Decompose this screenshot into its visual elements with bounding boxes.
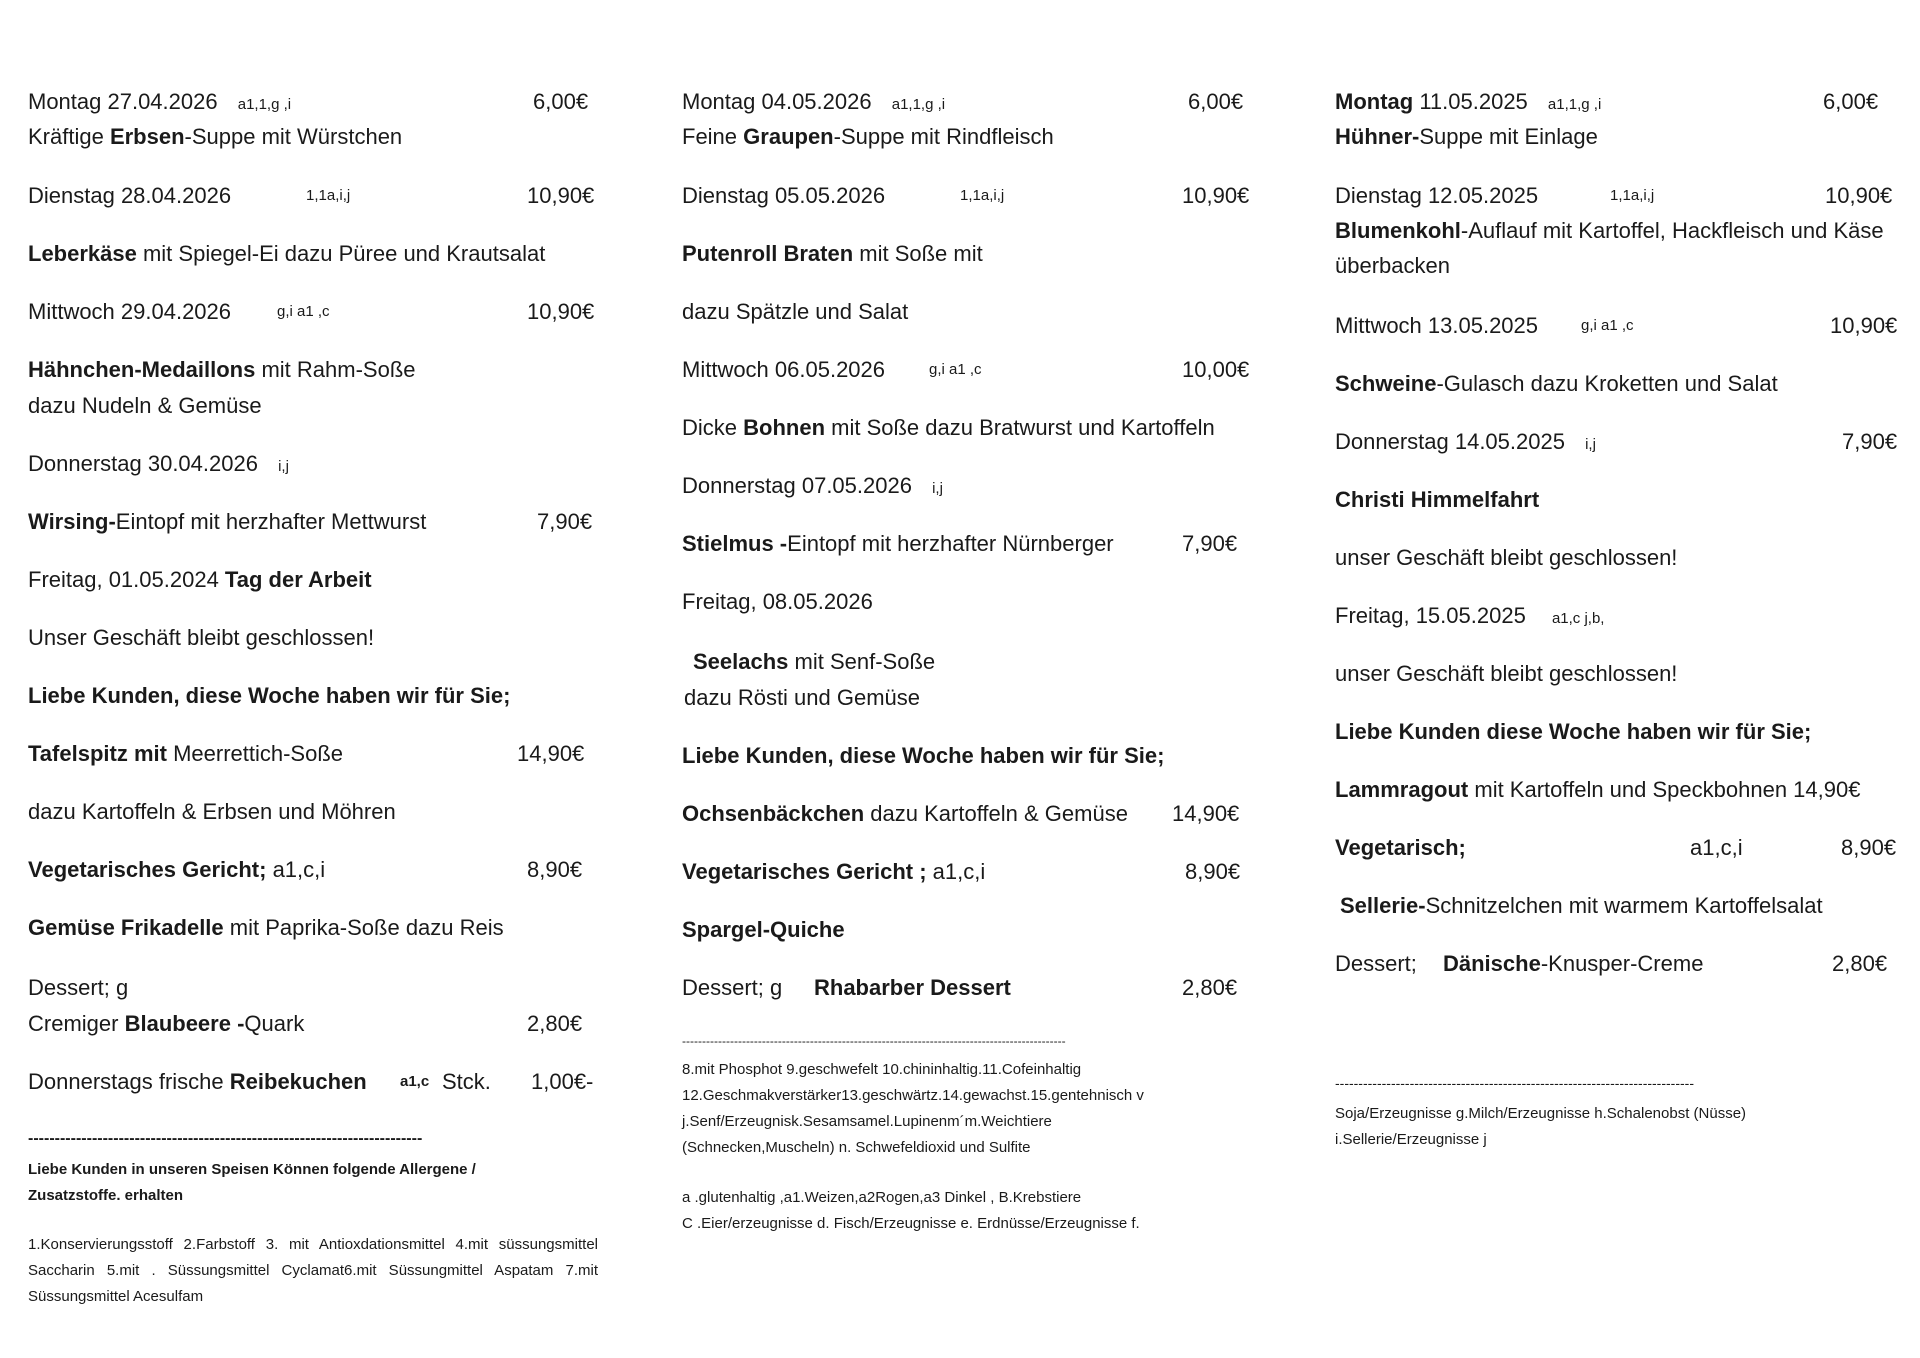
dessert-label: Dessert; g	[28, 975, 129, 1000]
price: 10,90€	[1830, 313, 1898, 338]
menu-week-1	[28, 0, 608, 1358]
vegetarian: Vegetarisches Gericht; a1,c,i 8,90€	[28, 857, 583, 882]
day-label: Freitag, 15.05.2025	[1335, 603, 1526, 628]
dish-thursday: Stielmus -Eintopf mit herzhafter Nürnberger 7,90€	[682, 531, 1238, 556]
allergen-codes: 1,1a,i,j	[306, 187, 351, 204]
day-tuesday	[1335, 182, 1893, 210]
vegetarian-dish: Spargel-Quiche	[682, 917, 845, 942]
day-wednesday	[28, 298, 595, 326]
weekly-heading: Liebe Kunden, diese Woche haben wir für Sie;	[28, 683, 511, 708]
allergen-codes: a1,1,g ,i	[891, 96, 946, 113]
dish-tuesday-line2: dazu Spätzle und Salat	[682, 299, 909, 324]
dish-tuesday: Blumenkohl-Auflauf mit Kartoffel, Hackfleisch und Käse	[1335, 218, 1884, 243]
price: 8,90€	[527, 857, 583, 882]
dessert: Dessert; Dänische-Knusper-Creme 2,80€	[1335, 951, 1888, 976]
dish-friday-line2: dazu Rösti und Gemüse	[684, 685, 921, 710]
price: 2,80€	[1182, 975, 1238, 1000]
day-friday: Freitag, 08.05.2026	[682, 589, 873, 614]
weekly-dish: Lammragout mit Kartoffeln und Speckbohnen 14,90€	[1335, 777, 1861, 802]
price: 7,90€	[1182, 531, 1238, 556]
closed-notice: unser Geschäft bleibt geschlossen!	[1335, 545, 1678, 570]
day-label: Freitag, 01.05.2024	[28, 567, 225, 592]
price: 7,90€	[1842, 429, 1898, 454]
price: 14,90€	[1172, 801, 1240, 826]
weekly-dish: Ochsenbäckchen dazu Kartoffeln & Gemüse 14,90€	[682, 801, 1240, 826]
allergen-codes: g,i a1 ,c	[929, 361, 982, 378]
price: 7,90€	[537, 509, 593, 534]
price: 14,90€	[517, 741, 585, 766]
unit: Stck.	[442, 1069, 491, 1094]
allergens-line: C .Eier/erzeugnisse d. Fisch/Erzeugnisse e. Erdnüsse/Erzeugnisse f.	[682, 1215, 1140, 1232]
additives-line: 12.Geschmakverstärker13.geschwärtz.14.gewachst.15.gentehnisch v	[682, 1087, 1144, 1104]
dish-monday: Kräftige Erbsen-Suppe mit Würstchen	[28, 124, 403, 149]
day-label: Dienstag 12.05.2025	[1335, 183, 1539, 208]
allergen-codes: a1,1,g ,i	[237, 96, 292, 113]
day-tuesday	[28, 182, 595, 210]
allergen-heading: Liebe Kunden in unseren Speisen Können folgende Allergene /	[28, 1161, 476, 1178]
dish-tuesday: Leberkäse mit Spiegel-Ei dazu Püree und Krautsalat	[28, 241, 546, 266]
vegetarian-dish: Gemüse Frikadelle mit Paprika-Soße dazu Reis	[28, 915, 504, 940]
allergen-codes: a1,c j,b,	[1551, 610, 1605, 627]
day-label: Donnerstag 07.05.2026	[682, 473, 912, 498]
day-monday	[682, 88, 1244, 119]
price: 10,90€	[1182, 183, 1250, 208]
day-label: Montag 04.05.2026	[682, 89, 872, 114]
reibekuchen: Donnerstags frische Reibekuchen a1,c Stck. 1,00€-	[28, 1069, 594, 1094]
dessert-label: Dessert; g	[682, 975, 783, 1000]
allergen-codes: 1,1a,i,j	[1610, 187, 1655, 204]
allergen-codes: 1,1a,i,j	[960, 187, 1005, 204]
weekly-dish: Tafelspitz mit Meerrettich-Soße 14,90€	[28, 741, 585, 766]
day-label: Mittwoch 06.05.2026	[682, 357, 886, 382]
allergen-codes: i,j	[1585, 436, 1596, 453]
additives-line: 8.mit Phosphot 9.geschwefelt 10.chininhaltig.11.Cofeinhaltig	[682, 1061, 1082, 1078]
vegetarian-dish: Sellerie-Schnitzelchen mit warmem Kartoffelsalat	[1340, 893, 1823, 918]
price: 8,90€	[1185, 859, 1241, 884]
dish-thursday: Wirsing-Eintopf mit herzhafter Mettwurst 7,90€	[28, 509, 593, 534]
day-label: Dienstag 28.04.2026	[28, 183, 232, 208]
dish-friday: Seelachs mit Senf-Soße	[693, 649, 936, 674]
dessert-label: Dessert;	[1335, 951, 1417, 976]
day-wednesday	[682, 356, 1250, 384]
day-label: Donnerstag 14.05.2025	[1335, 429, 1565, 454]
allergen-codes: g,i a1 ,c	[277, 303, 330, 320]
allergens-line: Soja/Erzeugnisse g.Milch/Erzeugnisse h.Schalenobst (Nüsse)	[1335, 1105, 1747, 1122]
vegetarian: Vegetarisch; a1,c,i 8,90€	[1335, 835, 1897, 860]
weekly-heading: Liebe Kunden, diese Woche haben wir für Sie;	[682, 743, 1165, 768]
day-label: Dienstag 05.05.2026	[682, 183, 886, 208]
price: 10,90€	[1825, 183, 1893, 208]
allergen-codes: i,j	[278, 458, 289, 475]
price: 2,80€	[527, 1011, 583, 1036]
closed-notice: unser Geschäft bleibt geschlossen!	[1335, 661, 1678, 686]
dish-wednesday: Schweine-Gulasch dazu Kroketten und Salat	[1335, 371, 1778, 396]
day-monday: Montag 11.05.2025 a1,1,g ,i 6,00€	[1335, 89, 1879, 114]
dish-wednesday: Dicke Bohnen mit Soße dazu Bratwurst und Kartoffeln	[682, 415, 1215, 440]
dish-wednesday: Hähnchen-Medaillons mit Rahm-Soße	[28, 357, 416, 382]
price: 8,90€	[1841, 835, 1897, 860]
dish-tuesday-line2: überbacken	[1335, 253, 1450, 278]
day-label: Mittwoch 29.04.2026	[28, 299, 232, 324]
day-label: Montag	[1335, 89, 1414, 114]
additives-list: 1.Konservierungsstoff 2.Farbstoff 3. mit Antioxdationsmittel 4.mit süssungsmittel Saccharin 5.mit . Süssungsmittel Cyclamat6.mit Süssungmittel Aspatam 7.mit Süssungsmittel Acesulfam	[28, 1236, 598, 1305]
allergen-codes: i,j	[932, 480, 943, 497]
allergen-heading-2: Zusatzstoffe. erhalten	[28, 1187, 184, 1204]
price: 1,00€-	[531, 1069, 594, 1094]
allergen-codes: a1,c,i	[1690, 835, 1743, 860]
price: 6,00€	[1823, 89, 1879, 114]
day-thursday	[682, 472, 943, 503]
allergens-line: j.Senf/Erzeugnisk.Sesamsamel.Lupinenm´m.Weichtiere	[682, 1113, 1052, 1130]
day-label: Donnerstag 30.04.2026	[28, 451, 258, 476]
holiday: Christi Himmelfahrt	[1335, 487, 1540, 512]
weekly-heading: Liebe Kunden diese Woche haben wir für Sie;	[1335, 719, 1812, 744]
allergens-line: (Schnecken,Muscheln) n. Schwefeldioxid und Sulfite	[682, 1139, 1031, 1156]
closed-notice: Unser Geschäft bleibt geschlossen!	[28, 625, 375, 650]
dessert: Dessert; g Rhabarber Dessert 2,80€	[682, 975, 1238, 1000]
dish-monday: Feine Graupen-Suppe mit Rindfleisch	[682, 124, 1054, 149]
menu-week-2	[682, 0, 1262, 1358]
day-tuesday	[682, 182, 1250, 210]
allergen-codes: a1,c	[400, 1073, 430, 1090]
day-label: Mittwoch 13.05.2025	[1335, 313, 1539, 338]
vegetarian: Vegetarisches Gericht ; a1,c,i 8,90€	[682, 859, 1241, 884]
allergens-line: i.Sellerie/Erzeugnisse j	[1335, 1131, 1487, 1148]
day-wednesday	[1335, 312, 1898, 340]
dish-tuesday: Putenroll Braten mit Soße mit	[682, 241, 983, 266]
separator: ------------------------------------------------------------------------------------------------	[682, 1034, 1066, 1048]
price: 6,00€	[533, 89, 589, 114]
dessert: Cremiger Blaubeere -Quark 2,80€	[28, 1011, 583, 1036]
price: 6,00€	[1188, 89, 1244, 114]
separator: --------------------------------------------------------------------------	[28, 1130, 423, 1147]
day-thursday	[28, 450, 289, 481]
day-friday: Freitag, 01.05.2024 Tag der Arbeit	[28, 567, 372, 592]
day-friday	[1335, 602, 1604, 633]
allergen-codes: g,i a1 ,c	[1581, 317, 1634, 334]
separator: -----------------------------------------------------------------------------	[1335, 1075, 1694, 1091]
dish-wednesday-line2: dazu Nudeln & Gemüse	[28, 393, 262, 418]
price: 10,90€	[527, 183, 595, 208]
day-monday	[28, 88, 589, 119]
price: 10,00€	[1182, 357, 1250, 382]
dish-monday: Hühner-Suppe mit Einlage	[1335, 124, 1598, 149]
allergens-line: a .glutenhaltig ,a1.Weizen,a2Rogen,a3 Dinkel , B.Krebstiere	[682, 1189, 1082, 1206]
menu-week-3	[1335, 0, 1905, 1358]
price: 2,80€	[1832, 951, 1888, 976]
day-label: Montag 27.04.2026	[28, 89, 218, 114]
weekly-dish-line2: dazu Kartoffeln & Erbsen und Möhren	[28, 799, 396, 824]
day-thursday	[1335, 428, 1898, 459]
price: 10,90€	[527, 299, 595, 324]
allergen-codes: a1,1,g ,i	[1547, 96, 1602, 113]
